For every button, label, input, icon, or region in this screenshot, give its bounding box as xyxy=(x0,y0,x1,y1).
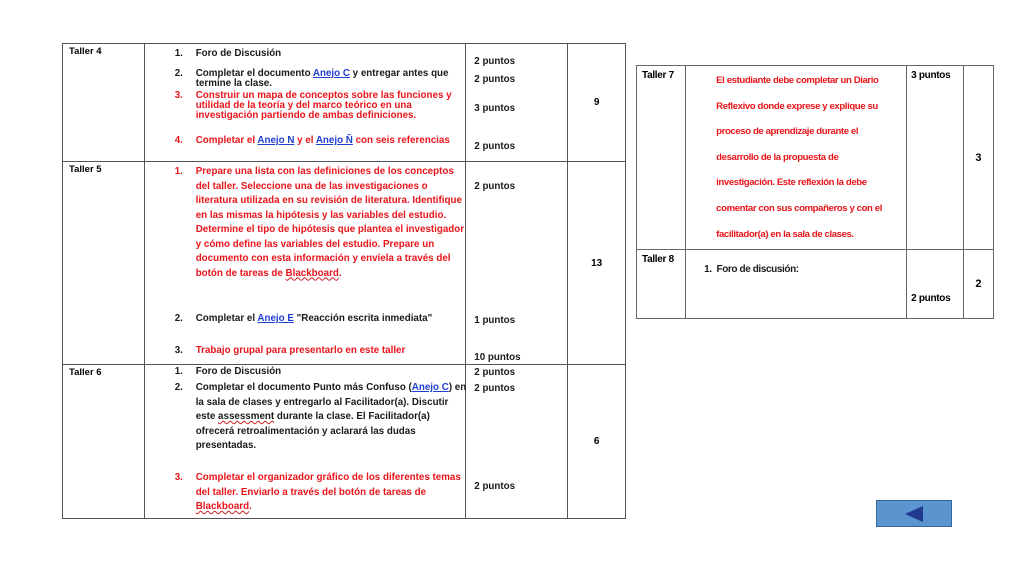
item-text-part: Blackboard xyxy=(195,501,250,512)
points-value: 2 puntos xyxy=(474,181,516,192)
points-value: 2 puntos xyxy=(474,74,516,85)
item-text-part: y entregar antes que termine la clase. xyxy=(195,68,449,89)
activity-list xyxy=(145,162,466,364)
row-total: 9 xyxy=(568,44,626,162)
item-text-part: Blackboard xyxy=(285,267,339,279)
item-text-part[interactable]: Anejo E xyxy=(257,313,294,324)
list-item xyxy=(145,69,475,89)
row-total: 6 xyxy=(568,365,626,519)
left-table xyxy=(62,43,626,519)
left-triangle-icon xyxy=(903,505,925,523)
item-number: 1. xyxy=(174,48,183,59)
item-text xyxy=(196,69,467,89)
row-total: 13 xyxy=(568,162,626,365)
item-number: 1. xyxy=(174,166,183,177)
points-value: 1 puntos xyxy=(474,315,516,326)
list-item xyxy=(145,381,475,454)
item-number: 3. xyxy=(174,90,183,101)
item-text-part[interactable]: Anejo N xyxy=(257,135,295,146)
item-text-part: assessment xyxy=(218,411,275,422)
list-item xyxy=(145,165,475,281)
item-text-part: y el xyxy=(294,135,316,146)
item-number: 2. xyxy=(174,313,183,324)
item-text-part[interactable]: Anejo Ñ xyxy=(315,135,353,146)
item-number: 4. xyxy=(174,135,183,146)
item-text: Foro de discusión: xyxy=(716,264,799,275)
item-number: 1. xyxy=(174,366,183,377)
table-row-taller-7 xyxy=(637,66,994,250)
points-value: 3 puntos xyxy=(907,66,964,250)
item-text xyxy=(196,165,467,281)
item-number: 3. xyxy=(174,345,183,356)
item-text-part: Foro de Discusión xyxy=(195,48,282,59)
table-row-taller-8 xyxy=(637,250,994,319)
row-label: Taller 6 xyxy=(63,365,145,519)
item-number: 2. xyxy=(174,68,183,79)
item-text-part: ) en la sala de clases y entregarlo al Facilitador(a). Discutir este xyxy=(195,382,467,422)
right-table xyxy=(636,65,994,319)
points-value: 2 puntos xyxy=(474,56,516,67)
activity-list xyxy=(145,44,466,161)
item-number: 2. xyxy=(174,382,183,393)
points-value: 2 puntos xyxy=(907,250,964,319)
list-item xyxy=(704,252,898,275)
item-text-part: Completar el documento Punto más Confuso ( xyxy=(195,382,412,393)
item-text-part: con seis referencias xyxy=(352,135,450,146)
row-label: Taller 5 xyxy=(63,162,145,365)
item-number: 3. xyxy=(174,472,183,483)
item-text-part: Construir un mapa de conceptos sobre las funciones y utilidad de la teoría y del marco teórico en una investigación partiendo de ambas definiciones. xyxy=(195,90,452,121)
item-text-part: durante la clase. El Facilitador(a) ofrecerá retroalimentación y aclarará las dudas presentadas. xyxy=(195,411,430,451)
item-text xyxy=(196,312,467,327)
item-text xyxy=(196,471,467,515)
item-text-part[interactable]: Anejo C xyxy=(411,382,449,393)
points-value: 2 puntos xyxy=(474,481,516,492)
list-item xyxy=(145,367,475,377)
table-row-taller-5 xyxy=(63,162,626,365)
list-item xyxy=(145,312,475,327)
item-text xyxy=(196,49,467,59)
item-text xyxy=(196,136,467,146)
row-label: Taller 8 xyxy=(637,250,686,319)
activity-list xyxy=(145,365,466,518)
list-item xyxy=(145,471,475,515)
item-text-part: Trabajo grupal para presentarlo en este taller xyxy=(195,345,406,356)
points-value: 2 puntos xyxy=(474,367,516,378)
points-value: 10 puntos xyxy=(474,352,521,363)
item-text-part: Prepare una lista con las definiciones de los conceptos del taller. Seleccione una de las investigaciones o literatura utilizada en su revisión de literatura. Identifique en las mismas la hipótesis y las variables del estudio. Determine el tipo de hipótesis que plantea el investigador y cómo define las variables del estudio. Prepare un documento con esta información y envíela a través del botón de tareas de xyxy=(195,166,465,279)
item-text-part[interactable]: Anejo C xyxy=(312,68,350,79)
item-text-part: Completar el organizador gráfico de los diferentes temas del taller. Enviarlo a través del botón de tareas de xyxy=(195,472,461,498)
points-value: 3 puntos xyxy=(474,103,516,114)
item-text xyxy=(196,381,467,454)
list-item xyxy=(145,49,475,59)
item-text-part: Foro de Discusión xyxy=(195,366,282,377)
back-button[interactable] xyxy=(876,500,952,527)
row-total: 3 xyxy=(963,66,993,250)
table-row-taller-6 xyxy=(63,365,626,519)
row-label: Taller 4 xyxy=(63,44,145,162)
list-item xyxy=(145,136,475,146)
row-total: 2 xyxy=(963,250,993,319)
item-text-part: Completar el xyxy=(195,313,258,324)
item-number: 1. xyxy=(704,264,712,275)
item-text-part: Completar el xyxy=(195,135,258,146)
item-text xyxy=(196,344,467,359)
table-row-taller-4 xyxy=(63,44,626,162)
activity-description: El estudiante debe completar un Diario Reflexivo donde exprese y explique su proceso de aprendizaje durante el desarrollo de la propuesta de investigación. Este reflexión la debe comentar con sus compañeros y con el facilitador(a) en la sala de clases. xyxy=(716,75,882,240)
points-value: 2 puntos xyxy=(474,383,516,394)
list-item xyxy=(145,344,475,359)
item-text xyxy=(196,91,467,121)
list-item xyxy=(145,91,475,121)
points-value: 2 puntos xyxy=(474,141,516,152)
item-text-part: . xyxy=(338,267,342,279)
row-label: Taller 7 xyxy=(637,66,686,250)
item-text xyxy=(196,367,467,377)
item-text-part: "Reacción escrita inmediata" xyxy=(293,313,433,324)
item-text-part: . xyxy=(249,501,252,512)
item-text-part: Completar el documento xyxy=(195,68,313,79)
